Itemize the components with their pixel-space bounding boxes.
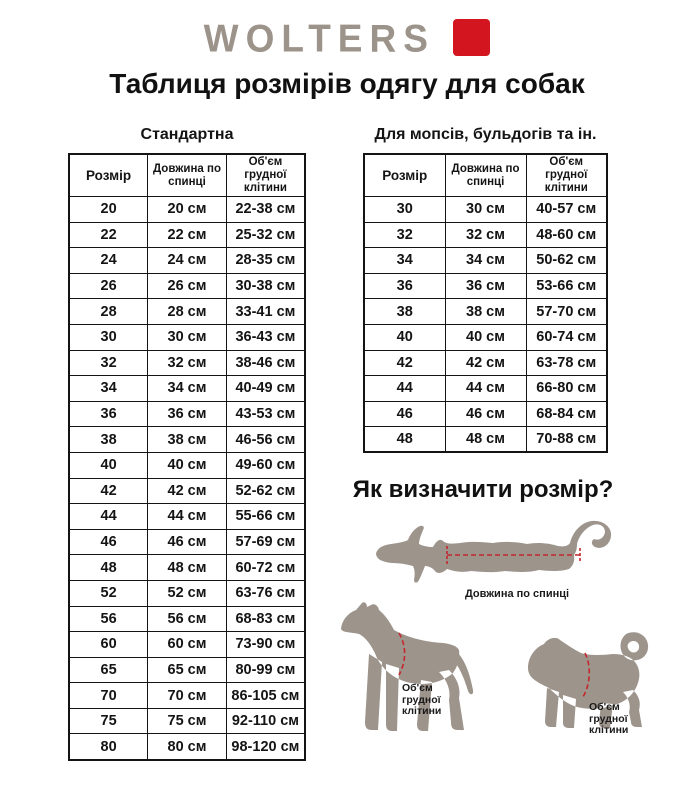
col-header-chest: Об'єм грудної клітини — [526, 154, 607, 197]
size-cell: 46 см — [445, 401, 526, 427]
table-row — [69, 273, 305, 299]
size-cell: 63-76 см — [226, 580, 305, 606]
standard-table-header — [69, 154, 305, 197]
size-cell: 70-88 см — [526, 427, 607, 453]
size-cell: 60-74 см — [526, 324, 607, 350]
table-row — [364, 324, 607, 350]
brand-header — [0, 18, 694, 60]
flat-breeds-sizes-table — [363, 153, 608, 453]
table-row — [69, 222, 305, 248]
size-cell: 80-99 см — [226, 657, 305, 683]
table-row — [69, 197, 305, 223]
table-row — [69, 427, 305, 453]
size-cell: 65 см — [148, 657, 227, 683]
size-cell: 55-66 см — [226, 504, 305, 530]
table-row — [69, 708, 305, 734]
col-header-size: Розмір — [69, 154, 148, 197]
size-cell: 40-57 см — [526, 197, 607, 223]
size-cell: 75 — [69, 708, 148, 734]
size-cell: 32 — [69, 350, 148, 376]
size-cell: 38-46 см — [226, 350, 305, 376]
table-row — [364, 401, 607, 427]
table-row — [364, 427, 607, 453]
size-cell: 57-69 см — [226, 529, 305, 555]
size-cell: 28 см — [148, 299, 227, 325]
chest-label-bulldog — [589, 702, 628, 737]
size-cell: 32 см — [148, 350, 227, 376]
table-row — [69, 452, 305, 478]
table-row — [69, 580, 305, 606]
size-cell: 52 — [69, 580, 148, 606]
standard-table-caption: Стандартна — [140, 126, 234, 143]
flat-breeds-table-header — [364, 154, 607, 197]
size-cell: 30 см — [148, 324, 227, 350]
table-row — [69, 529, 305, 555]
flat-breeds-table-caption: Для мопсів, бульдогів та ін. — [374, 126, 597, 143]
table-row — [69, 504, 305, 530]
standard-table-body — [69, 197, 305, 760]
size-cell: 32 — [364, 222, 445, 248]
size-cell: 30 — [69, 324, 148, 350]
dog-top-view-silhouette — [376, 521, 611, 583]
table-row — [364, 299, 607, 325]
size-cell: 22-38 см — [226, 197, 305, 223]
size-cell: 34 см — [148, 376, 227, 402]
col-header-back-length: Довжина по спинці — [148, 154, 227, 197]
size-cell: 38 — [364, 299, 445, 325]
size-cell: 38 см — [445, 299, 526, 325]
size-cell: 98-120 см — [226, 734, 305, 760]
chest-label-standing — [402, 683, 441, 718]
table-row — [364, 273, 607, 299]
size-cell: 46 см — [148, 529, 227, 555]
size-cell: 30 см — [445, 197, 526, 223]
table-row — [69, 248, 305, 274]
chest-label-line: Об'єм — [589, 701, 620, 713]
size-cell: 20 см — [148, 197, 227, 223]
guide-title: Як визначити розмір? — [352, 476, 614, 503]
size-cell: 68-83 см — [226, 606, 305, 632]
size-cell: 44 см — [445, 376, 526, 402]
table-row — [364, 350, 607, 376]
size-cell: 65 — [69, 657, 148, 683]
chest-label-line: грудної — [402, 693, 441, 706]
chest-label-line: грудної — [589, 712, 628, 725]
size-cell: 24 см — [148, 248, 227, 274]
table-row — [69, 376, 305, 402]
size-cell: 38 см — [148, 427, 227, 453]
size-cell: 26 см — [148, 273, 227, 299]
size-cell: 66-80 см — [526, 376, 607, 402]
size-cell: 34 см — [445, 248, 526, 274]
size-cell: 80 — [69, 734, 148, 760]
chest-label-line: клітини — [589, 724, 629, 736]
table-row — [69, 683, 305, 709]
table-row — [69, 606, 305, 632]
dog-top-view-illustration — [374, 514, 614, 588]
table-row — [364, 248, 607, 274]
size-cell: 60 — [69, 632, 148, 658]
table-row — [69, 478, 305, 504]
table-row — [364, 222, 607, 248]
size-cell: 80 см — [148, 734, 227, 760]
size-cell: 24 — [69, 248, 148, 274]
size-cell: 20 — [69, 197, 148, 223]
flat-breeds-section — [363, 126, 608, 453]
size-cell: 36 см — [148, 401, 227, 427]
size-cell: 63-78 см — [526, 350, 607, 376]
size-cell: 48 — [364, 427, 445, 453]
size-cell: 34 — [364, 248, 445, 274]
size-cell: 30-38 см — [226, 273, 305, 299]
size-cell: 60 см — [148, 632, 227, 658]
size-cell: 46 — [69, 529, 148, 555]
col-header-chest: Об'єм грудної клітини — [226, 154, 305, 197]
size-cell: 46-56 см — [226, 427, 305, 453]
size-cell: 40 — [69, 452, 148, 478]
size-cell: 28 — [69, 299, 148, 325]
size-cell: 86-105 см — [226, 683, 305, 709]
col-header-size: Розмір — [364, 154, 445, 197]
chest-label-line: клітини — [402, 705, 442, 717]
size-cell: 40-49 см — [226, 376, 305, 402]
size-cell: 40 см — [445, 324, 526, 350]
size-cell: 42 — [69, 478, 148, 504]
size-cell: 36 см — [445, 273, 526, 299]
size-cell: 42 — [364, 350, 445, 376]
table-row — [69, 350, 305, 376]
page-title: Таблиця розмірів одягу для собак — [109, 68, 585, 99]
table-row — [69, 657, 305, 683]
size-cell: 60-72 см — [226, 555, 305, 581]
brand-red-square-icon — [453, 19, 490, 56]
chest-label-line: Об'єм — [402, 682, 433, 694]
size-cell: 26 — [69, 273, 148, 299]
table-row — [69, 401, 305, 427]
size-cell: 52-62 см — [226, 478, 305, 504]
flat-breeds-table-body — [364, 197, 607, 453]
size-cell: 25-32 см — [226, 222, 305, 248]
table-row — [364, 197, 607, 223]
size-cell: 52 см — [148, 580, 227, 606]
size-cell: 36-43 см — [226, 324, 305, 350]
wolters-logo: WOLTERS — [203, 16, 435, 60]
standard-sizes-section — [68, 126, 306, 761]
size-cell: 68-84 см — [526, 401, 607, 427]
size-cell: 44 см — [148, 504, 227, 530]
table-row — [69, 734, 305, 760]
size-cell: 92-110 см — [226, 708, 305, 734]
size-cell: 48 см — [445, 427, 526, 453]
size-cell: 34 — [69, 376, 148, 402]
size-cell: 56 см — [148, 606, 227, 632]
size-cell: 32 см — [445, 222, 526, 248]
table-row — [69, 299, 305, 325]
size-cell: 70 см — [148, 683, 227, 709]
size-cell: 48 см — [148, 555, 227, 581]
size-cell: 38 — [69, 427, 148, 453]
size-cell: 50-62 см — [526, 248, 607, 274]
size-cell: 22 — [69, 222, 148, 248]
table-row — [364, 376, 607, 402]
size-cell: 56 — [69, 606, 148, 632]
size-cell: 43-53 см — [226, 401, 305, 427]
size-cell: 33-41 см — [226, 299, 305, 325]
size-cell: 73-90 см — [226, 632, 305, 658]
size-cell: 40 см — [148, 452, 227, 478]
size-cell: 22 см — [148, 222, 227, 248]
size-cell: 44 — [364, 376, 445, 402]
back-length-label: Довжина по спинці — [464, 588, 570, 600]
size-cell: 42 см — [445, 350, 526, 376]
size-cell: 75 см — [148, 708, 227, 734]
size-cell: 42 см — [148, 478, 227, 504]
table-row — [69, 324, 305, 350]
table-row — [69, 632, 305, 658]
table-row — [69, 555, 305, 581]
size-cell: 48 — [69, 555, 148, 581]
size-cell: 48-60 см — [526, 222, 607, 248]
standard-sizes-table — [68, 153, 306, 761]
size-cell: 70 — [69, 683, 148, 709]
size-cell: 53-66 см — [526, 273, 607, 299]
col-header-back-length: Довжина по спинці — [445, 154, 526, 197]
size-cell: 57-70 см — [526, 299, 607, 325]
size-cell: 49-60 см — [226, 452, 305, 478]
size-cell: 30 — [364, 197, 445, 223]
size-cell: 46 — [364, 401, 445, 427]
size-cell: 44 — [69, 504, 148, 530]
size-cell: 28-35 см — [226, 248, 305, 274]
size-cell: 40 — [364, 324, 445, 350]
size-cell: 36 — [69, 401, 148, 427]
size-cell: 36 — [364, 273, 445, 299]
